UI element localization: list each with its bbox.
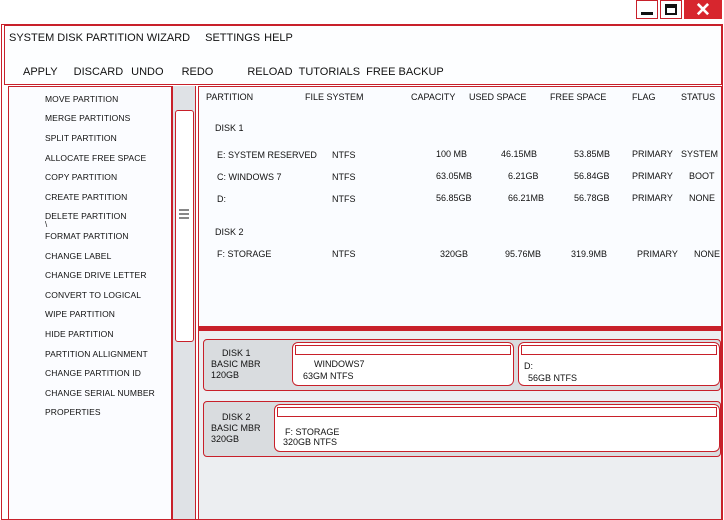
file-system: NTFS: [332, 150, 356, 160]
column-header-capacity[interactable]: CAPACITY: [411, 92, 456, 102]
free-space: 56.84GB: [574, 171, 610, 181]
capacity: 320GB: [440, 249, 469, 259]
partition-size: 320GB NTFS: [283, 437, 338, 447]
disk-2-name: DISK 2: [222, 412, 251, 422]
status: BOOT: [689, 171, 715, 181]
disk-1-name: DISK 1: [222, 348, 251, 358]
column-header-free-space[interactable]: FREE SPACE: [550, 92, 607, 102]
tutorials-button[interactable]: TUTORIALS: [298, 66, 361, 78]
scrollbar-thumb[interactable]: [175, 110, 194, 342]
sidebar-item-wipe-partition[interactable]: WIPE PARTITION: [45, 309, 116, 319]
status: NONE: [689, 193, 716, 203]
partition-name: F: STORAGE: [217, 249, 272, 259]
column-header-partition[interactable]: PARTITION: [206, 92, 254, 102]
free-space: 56.78GB: [574, 193, 610, 203]
partition-usage-bar: [521, 345, 717, 355]
maximize-icon: [665, 4, 677, 15]
partition-block-d[interactable]: [518, 342, 720, 386]
sidebar-item-move-partition[interactable]: MOVE PARTITION: [45, 94, 119, 104]
sidebar-item-change-partition-id[interactable]: CHANGE PARTITION ID: [45, 368, 142, 378]
sidebar-item-change-label[interactable]: CHANGE LABEL: [45, 251, 112, 261]
redo-button[interactable]: REDO: [181, 66, 214, 78]
partition-label: F: STORAGE: [285, 427, 340, 437]
capacity: 56.85GB: [436, 193, 472, 203]
disk-2-card[interactable]: [203, 401, 721, 457]
disk-2-size: 320GB: [211, 434, 240, 444]
close-button[interactable]: [684, 0, 722, 19]
used-space: 95.76MB: [505, 249, 542, 259]
sidebar-item-change-serial-number[interactable]: CHANGE SERIAL NUMBER: [45, 388, 155, 398]
partition-name: D:: [217, 194, 226, 204]
maximize-button[interactable]: [660, 0, 682, 19]
sidebar-item-format-partition[interactable]: FORMAT PARTITION: [45, 231, 129, 241]
grip-icon: [179, 209, 189, 221]
top-bar: [4, 25, 722, 85]
status: SYSTEM: [681, 149, 719, 159]
close-icon: ✕: [695, 0, 711, 21]
menu-help[interactable]: HELP: [264, 32, 293, 44]
flag: PRIMARY: [632, 149, 673, 159]
partition-size: 63GM NTFS: [303, 371, 354, 381]
partition-name: C: WINDOWS 7: [217, 172, 282, 182]
file-system: NTFS: [332, 172, 356, 182]
partition-name: E: SYSTEM RESERVED: [217, 150, 317, 160]
file-system: NTFS: [332, 249, 356, 259]
minimize-icon: [641, 12, 653, 15]
disk-1-size: 120GB: [211, 370, 240, 380]
window-controls: [636, 0, 724, 20]
sidebar-item-merge-partitions[interactable]: MERGE PARTITIONS: [45, 113, 131, 123]
toolbar: [23, 66, 458, 78]
flag: PRIMARY: [632, 193, 673, 203]
minimize-button[interactable]: [636, 0, 658, 19]
capacity: 63.05MB: [436, 171, 473, 181]
column-header-flag[interactable]: FLAG: [632, 92, 656, 102]
discard-button[interactable]: DISCARD: [73, 66, 124, 78]
sidebar-item-allocate-free-space[interactable]: ALLOCATE FREE SPACE: [45, 153, 147, 163]
reload-button[interactable]: RELOAD: [247, 66, 293, 78]
used-space: 46.15MB: [501, 149, 538, 159]
sidebar-item-hide-partition[interactable]: HIDE PARTITION: [45, 329, 114, 339]
column-header-used-space[interactable]: USED SPACE: [469, 92, 527, 102]
sidebar-scrollbar[interactable]: [172, 86, 196, 520]
sidebar-item-properties[interactable]: PROPERTIES: [45, 407, 101, 417]
sidebar-item-partition-alignment[interactable]: PARTITION ALLIGNMENT: [45, 349, 148, 359]
disk-group-label: DISK 1: [215, 123, 244, 133]
partition-block-windows7[interactable]: [292, 342, 514, 386]
disk-group-label: DISK 2: [215, 227, 244, 237]
sidebar-item-delete-partition[interactable]: DELETE PARTITION: [45, 211, 127, 221]
free-space: 53.85MB: [574, 149, 611, 159]
partition-block-storage[interactable]: [274, 404, 720, 452]
partition-usage-bar: [277, 407, 717, 417]
sidebar-item-convert-to-logical[interactable]: CONVERT TO LOGICAL: [45, 290, 142, 300]
disk-1-card[interactable]: [203, 339, 721, 391]
operations-sidebar: [8, 86, 172, 520]
capacity: 100 MB: [436, 149, 468, 159]
disk-2-type: BASIC MBR: [211, 423, 261, 433]
free-space: 319.9MB: [571, 249, 608, 259]
partition-label: D:: [524, 361, 533, 371]
partition-size: 56GB NTFS: [528, 373, 578, 383]
free-backup-button[interactable]: FREE BACKUP: [366, 66, 444, 78]
apply-button[interactable]: APPLY: [23, 66, 58, 78]
disk-1-type: BASIC MBR: [211, 359, 261, 369]
flag: PRIMARY: [632, 171, 673, 181]
partition-usage-bar: [295, 345, 511, 355]
undo-button[interactable]: UNDO: [131, 66, 164, 78]
disk-map: [198, 330, 722, 520]
partition-table: [198, 86, 722, 328]
menu-app-title[interactable]: SYSTEM DISK PARTITION WIZARD: [9, 32, 191, 44]
stray-backslash: \: [45, 220, 48, 229]
sidebar-item-create-partition[interactable]: CREATE PARTITION: [45, 192, 128, 202]
sidebar-item-change-drive-letter[interactable]: CHANGE DRIVE LETTER: [45, 270, 147, 280]
sidebar-item-split-partition[interactable]: SPLIT PARTITION: [45, 133, 117, 143]
used-space: 66.21MB: [508, 193, 545, 203]
sidebar-item-copy-partition[interactable]: COPY PARTITION: [45, 172, 118, 182]
menu-bar: [9, 32, 308, 44]
menu-settings[interactable]: SETTINGS: [205, 32, 261, 44]
flag: PRIMARY: [637, 249, 678, 259]
file-system: NTFS: [332, 194, 356, 204]
partition-label: WINDOWS7: [314, 359, 365, 369]
status: NONE: [694, 249, 721, 259]
column-header-status[interactable]: STATUS: [681, 92, 716, 102]
column-header-file-system[interactable]: FILE SYSTEM: [305, 92, 364, 102]
used-space: 6.21GB: [508, 171, 539, 181]
